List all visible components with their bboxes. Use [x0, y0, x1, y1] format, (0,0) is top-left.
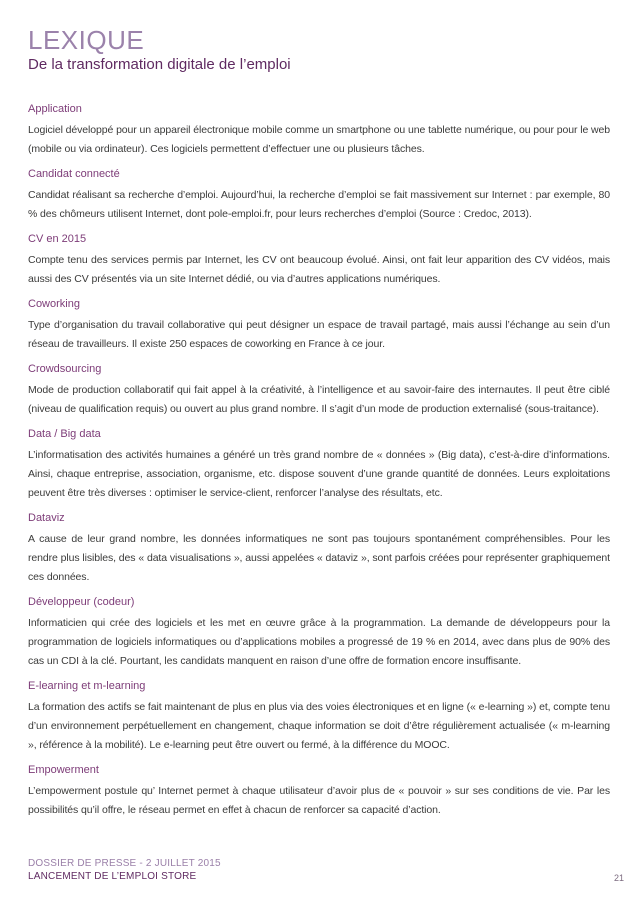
term-heading: Coworking	[28, 298, 80, 310]
term-heading: Application	[28, 103, 82, 115]
footer-dossier-line: DOSSIER DE PRESSE - 2 JUILLET 2015	[28, 858, 221, 869]
page-footer	[28, 857, 624, 883]
term-heading: E-learning et m-learning	[28, 680, 146, 692]
glossary-entry-application	[28, 103, 610, 159]
term-definition: La formation des actifs se fait maintenant de plus en plus via des voies électroniques et en ligne (« e-learning ») et, compte tenu d’un environnement perpétuellement en changement, chaque information se doit d’être régulièrement actualisée (« m-learning », référence à la mobilité). Le e-learning peut être ouvert ou fermé, à la différence du MOOC.	[28, 701, 610, 751]
glossary-entry-e-learning	[28, 680, 610, 755]
term-heading: Dataviz	[28, 512, 65, 524]
glossary-entry-empowerment	[28, 764, 610, 820]
term-definition: Type d’organisation du travail collaborative qui peut désigner un espace de travail partagé, mais aussi l’échange au sein d’un réseau de travailleurs. Il existe 250 espaces de coworking en France à ce jour.	[28, 319, 610, 350]
term-definition: Candidat réalisant sa recherche d’emploi. Aujourd’hui, la recherche d’emploi se fait massivement sur Internet : par exemple, 80 % des chômeurs utilisent Internet, dont pole-emploi.fr, pour leurs recherches d’emploi (Source : Credoc, 2013).	[28, 189, 610, 220]
glossary-entry-coworking	[28, 298, 610, 354]
footer-lancement-line: LANCEMENT DE L’EMPLOI STORE	[28, 871, 197, 882]
term-definition: Mode de production collaboratif qui fait appel à la créativité, à l’intelligence et au savoir-faire des internautes. Il peut être ciblé (niveau de qualification requis) ou ouvert au plus grand nombre. Il s’agit d’un mode de production externalisé (sous-traitance).	[28, 384, 610, 415]
term-heading: Candidat connecté	[28, 168, 120, 180]
term-definition: A cause de leur grand nombre, les données informatiques ne sont pas toujours spontanément compréhensibles. Pour les rendre plus lisibles, des « data visualisations », aussi appelées « dataviz », sont parfois créées pour représenter graphiquement ces données.	[28, 533, 610, 583]
glossary-entry-candidat-connecte	[28, 168, 610, 224]
glossary-entry-crowdsourcing	[28, 363, 610, 419]
page-header	[28, 26, 610, 74]
page-number: 21	[613, 873, 624, 883]
glossary-entry-dataviz	[28, 512, 610, 587]
glossary-entry-data-big-data	[28, 428, 610, 503]
footer-text	[28, 857, 221, 883]
page-title: LEXIQUE	[28, 25, 145, 55]
term-heading: Data / Big data	[28, 428, 101, 440]
term-heading: Développeur (codeur)	[28, 596, 135, 608]
term-heading: CV en 2015	[28, 233, 87, 245]
term-definition: Informaticien qui crée des logiciels et les met en œuvre grâce à la programmation. La demande de développeurs pour la programmation de logiciels informatiques ou d’applications mobiles a progressé de 19 % en 2014, avec dans plus de 90% des cas un CDI à la clé. Pourtant, les candidats manquent en raison d’une offre de formation encore insuffisante.	[28, 617, 610, 667]
term-definition: L’empowerment postule qu’ Internet permet à chaque utilisateur d’avoir plus de « pouvoir » sur ses conditions de vie. Par les possibilités qu’il offre, le réseau permet en effet à chacun de renforcer sa capacité d’action.	[28, 785, 610, 816]
term-definition: Compte tenu des services permis par Internet, les CV ont beaucoup évolué. Ainsi, ont fait leur apparition des CV vidéos, mais aussi des CV présentés via un site Internet dédié, ou via d’autres applications numériques.	[28, 254, 610, 285]
term-heading: Crowdsourcing	[28, 363, 102, 375]
term-definition: Logiciel développé pour un appareil électronique mobile comme un smartphone ou une tablette numérique, ou pour pour le web (mobile ou via ordinateur). Ces logiciels permettent d’effectuer une ou plusieurs tâches.	[28, 124, 610, 155]
term-heading: Empowerment	[28, 764, 99, 776]
term-definition: L’informatisation des activités humaines a généré un très grand nombre de « données » (Big data), c’est-à-dire d’informations. Ainsi, chaque entreprise, association, organisme, etc. dispose souvent d’une grande quantité de données. Leurs exploitations peuvent être très diverses : optimiser le service-client, renforcer l’analyse des résultats, etc.	[28, 449, 610, 499]
glossary-entry-cv-en-2015	[28, 233, 610, 289]
page-subtitle: De la transformation digitale de l’emploi	[28, 56, 291, 73]
glossary	[28, 103, 610, 820]
glossary-entry-developpeur	[28, 596, 610, 671]
